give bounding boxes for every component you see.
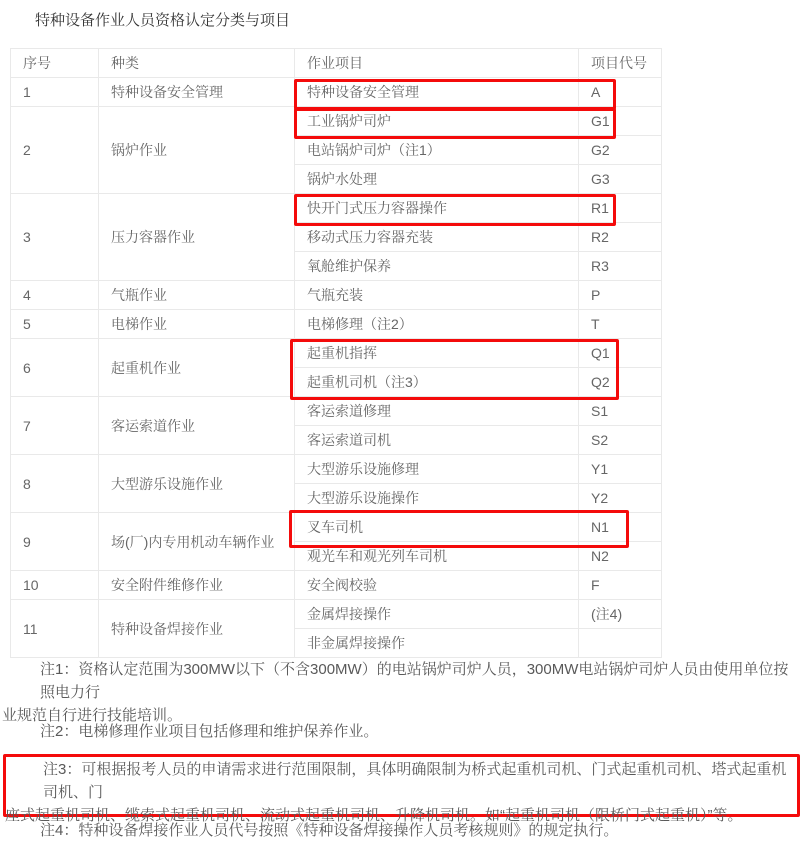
project-cell: 工业锅炉司炉 xyxy=(295,107,579,136)
note-1-line-2: 业规范自行进行技能培训。 xyxy=(2,707,183,724)
note-1 xyxy=(2,658,799,727)
note-4 xyxy=(2,819,799,842)
table-row xyxy=(11,310,662,339)
code-cell xyxy=(579,629,662,658)
project-cell: 锅炉水处理 xyxy=(295,165,579,194)
category-cell: 锅炉作业 xyxy=(99,107,295,194)
category-cell: 客运索道作业 xyxy=(99,397,295,455)
seq-cell: 6 xyxy=(11,339,99,397)
project-cell: 大型游乐设施修理 xyxy=(295,455,579,484)
qualification-table xyxy=(10,48,662,658)
code-cell: Y1 xyxy=(579,455,662,484)
note-3 xyxy=(5,758,794,827)
note-4-line-1: 注4：特种设备焊接作业人员代号按照《特种设备焊接操作人员考核规则》的规定执行。 xyxy=(40,822,619,839)
seq-cell: 4 xyxy=(11,281,99,310)
header-seq: 序号 xyxy=(11,49,99,78)
page-title: 特种设备作业人员资格认定分类与项目 xyxy=(35,12,291,29)
seq-cell: 3 xyxy=(11,194,99,281)
project-cell: 气瓶充装 xyxy=(295,281,579,310)
project-cell: 移动式压力容器充装 xyxy=(295,223,579,252)
code-cell: Y2 xyxy=(579,484,662,513)
code-cell: (注4) xyxy=(579,600,662,629)
table-row xyxy=(11,339,662,368)
project-cell: 电站锅炉司炉（注1） xyxy=(295,136,579,165)
project-cell: 安全阀校验 xyxy=(295,571,579,600)
project-cell: 起重机指挥 xyxy=(295,339,579,368)
code-cell: N2 xyxy=(579,542,662,571)
header-code: 项目代号 xyxy=(579,49,662,78)
project-cell: 特种设备安全管理 xyxy=(295,78,579,107)
code-cell: F xyxy=(579,571,662,600)
seq-cell: 8 xyxy=(11,455,99,513)
seq-cell: 11 xyxy=(11,600,99,658)
note-3-line-2: 座式起重机司机、缆索式起重机司机、流动式起重机司机、升降机司机。如“起重机司机（限桥门式起重机）”等。 xyxy=(5,807,743,824)
code-cell: G2 xyxy=(579,136,662,165)
category-cell: 安全附件维修作业 xyxy=(99,571,295,600)
category-cell: 大型游乐设施作业 xyxy=(99,455,295,513)
category-cell: 起重机作业 xyxy=(99,339,295,397)
category-cell: 压力容器作业 xyxy=(99,194,295,281)
category-cell: 气瓶作业 xyxy=(99,281,295,310)
seq-cell: 7 xyxy=(11,397,99,455)
project-cell: 电梯修理（注2） xyxy=(295,310,579,339)
seq-cell: 1 xyxy=(11,78,99,107)
code-cell: N1 xyxy=(579,513,662,542)
note-3-line-1: 注3：可根据报考人员的申请需求进行范围限制，具体明确限制为桥式起重机司机、门式起重机司机、塔式起重机司机、门 xyxy=(43,761,787,801)
code-cell: S1 xyxy=(579,397,662,426)
table-row xyxy=(11,281,662,310)
seq-cell: 2 xyxy=(11,107,99,194)
table-row xyxy=(11,397,662,426)
project-cell: 金属焊接操作 xyxy=(295,600,579,629)
project-cell: 大型游乐设施操作 xyxy=(295,484,579,513)
code-cell: P xyxy=(579,281,662,310)
category-cell: 特种设备焊接作业 xyxy=(99,600,295,658)
code-cell: Q1 xyxy=(579,339,662,368)
project-cell: 氧舱维护保养 xyxy=(295,252,579,281)
table-row xyxy=(11,600,662,629)
code-cell: A xyxy=(579,78,662,107)
project-cell: 快开门式压力容器操作 xyxy=(295,194,579,223)
code-cell: Q2 xyxy=(579,368,662,397)
code-cell: T xyxy=(579,310,662,339)
project-cell: 叉车司机 xyxy=(295,513,579,542)
header-project: 作业项目 xyxy=(295,49,579,78)
code-cell: G3 xyxy=(579,165,662,194)
seq-cell: 10 xyxy=(11,571,99,600)
table-row xyxy=(11,455,662,484)
code-cell: R1 xyxy=(579,194,662,223)
project-cell: 起重机司机（注3） xyxy=(295,368,579,397)
table-row xyxy=(11,513,662,542)
code-cell: S2 xyxy=(579,426,662,455)
note-2 xyxy=(2,720,799,743)
table-row xyxy=(11,107,662,136)
code-cell: G1 xyxy=(579,107,662,136)
seq-cell: 9 xyxy=(11,513,99,571)
note-1-line-1: 注1：资格认定范围为300MW以下（不含300MW）的电站锅炉司炉人员，300MW电站锅炉司炉人员由使用单位按照电力行 xyxy=(40,661,789,701)
table-row xyxy=(11,78,662,107)
project-cell: 客运索道司机 xyxy=(295,426,579,455)
header-category: 种类 xyxy=(99,49,295,78)
project-cell: 客运索道修理 xyxy=(295,397,579,426)
table-row xyxy=(11,571,662,600)
category-cell: 电梯作业 xyxy=(99,310,295,339)
table-header-row xyxy=(11,49,662,78)
seq-cell: 5 xyxy=(11,310,99,339)
code-cell: R3 xyxy=(579,252,662,281)
project-cell: 观光车和观光列车司机 xyxy=(295,542,579,571)
note-2-line-1: 注2：电梯修理作业项目包括修理和维护保养作业。 xyxy=(40,723,379,740)
table-row xyxy=(11,194,662,223)
project-cell: 非金属焊接操作 xyxy=(295,629,579,658)
category-cell: 场(厂)内专用机动车辆作业 xyxy=(99,513,295,571)
category-cell: 特种设备安全管理 xyxy=(99,78,295,107)
code-cell: R2 xyxy=(579,223,662,252)
